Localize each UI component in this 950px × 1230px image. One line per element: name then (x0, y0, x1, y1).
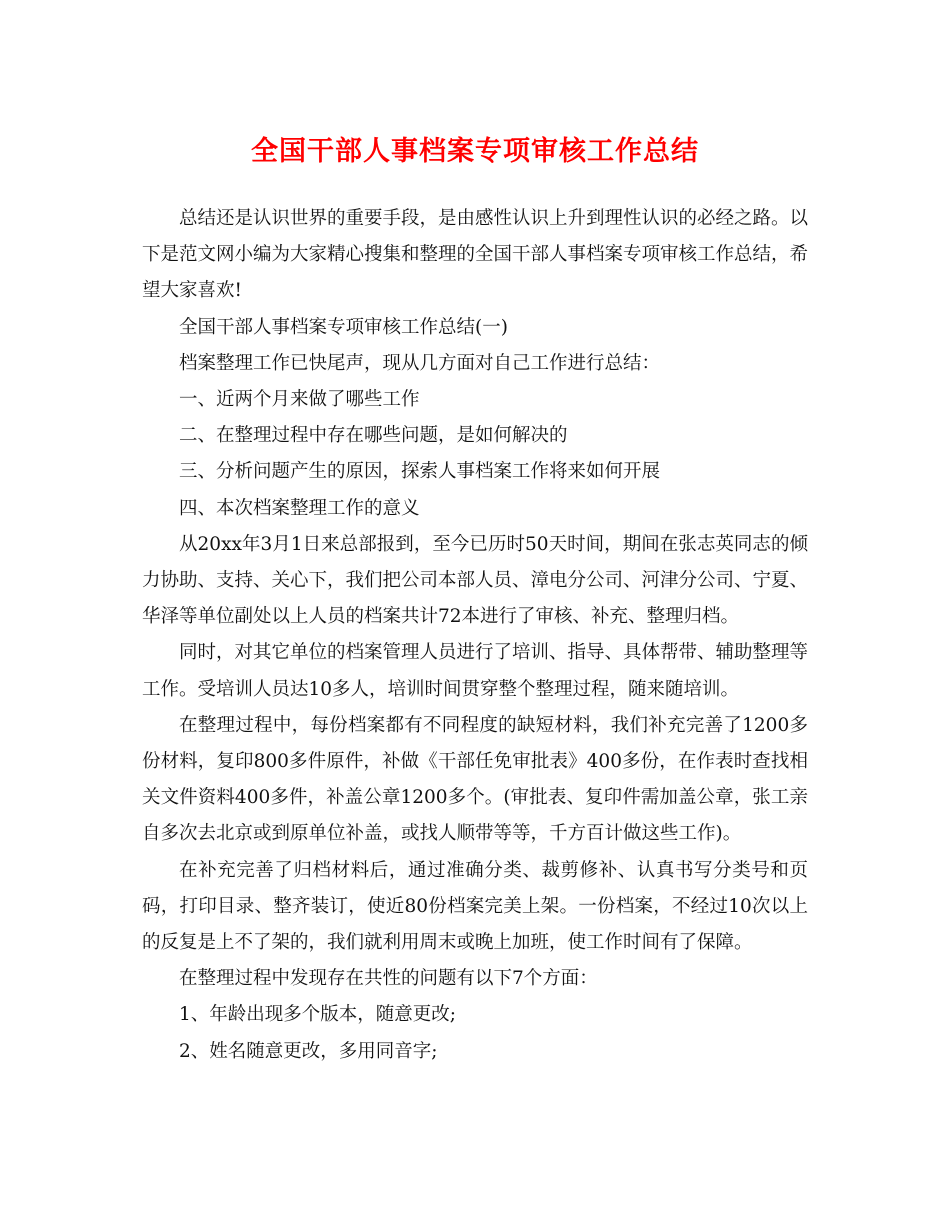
paragraph-training: 同时，对其它单位的档案管理人员进行了培训、指导、具体帮带、辅助整理等工作。受培训人员达10多人，培训时间贯穿整个整理过程，随来随培训。 (142, 642, 809, 700)
paragraph-item-3: 三、分析问题产生的原因，探索人事档案工作将来如何开展 (179, 461, 661, 483)
paragraph-filing: 在补充完善了归档材料后，通过准确分类、裁剪修补、认真书写分类号和页码，打印目录、整齐装订，使近80份档案完美上架。一份档案，不经过10次以上的反复是上不了架的，我们就利用周末或晚上加班，使工作时间有了保障。 (142, 859, 808, 954)
paragraph-work-summary: 从20xx年3月1日来总部报到，至今已历时50天时间，期间在张志英同志的倾力协助、支持、关心下，我们把公司本部人员、漳电分公司、河津分公司、宁夏、华泽等单位副处以上人员的档案共计72本进行了审核、补充、整理归档。 (142, 533, 809, 628)
paragraph-item-4: 四、本次档案整理工作的意义 (179, 497, 420, 519)
paragraph-overview: 档案整理工作已快尾声，现从几方面对自己工作进行总结： (179, 352, 661, 374)
paragraph-subtitle: 全国干部人事档案专项审核工作总结(一) (179, 316, 508, 338)
paragraph-materials: 在整理过程中，每份档案都有不同程度的缺短材料，我们补充完善了1200多份材料，复印800多件原件，补做《干部任免审批表》400多份，在作表时查找相关文件资料400多件，补盖公章1200多个。(审批表、复印件需加盖公章，张工亲自多次去北京或到原单位补盖，或找人顺带等等，千方百计做这些工作)。 (142, 714, 808, 845)
document-title: 全国干部人事档案专项审核工作总结 (251, 136, 699, 167)
paragraph-intro: 总结还是认识世界的重要手段，是由感性认识上升到理性认识的必经之路。以下是范文网小编为大家精心搜集和整理的全国干部人事档案专项审核工作总结，希望大家喜欢! (142, 208, 809, 302)
paragraph-problems-intro: 在整理过程中发现存在共性的问题有以下7个方面： (179, 968, 598, 990)
paragraph-problem-1: 1、年龄出现多个版本，随意更改; (179, 1004, 457, 1026)
document-body (142, 201, 808, 1070)
paragraph-item-2: 二、在整理过程中存在哪些问题，是如何解决的 (179, 425, 568, 447)
paragraph-problem-2: 2、姓名随意更改，多用同音字; (179, 1040, 438, 1062)
paragraph-item-1: 一、近两个月来做了哪些工作 (179, 389, 420, 411)
